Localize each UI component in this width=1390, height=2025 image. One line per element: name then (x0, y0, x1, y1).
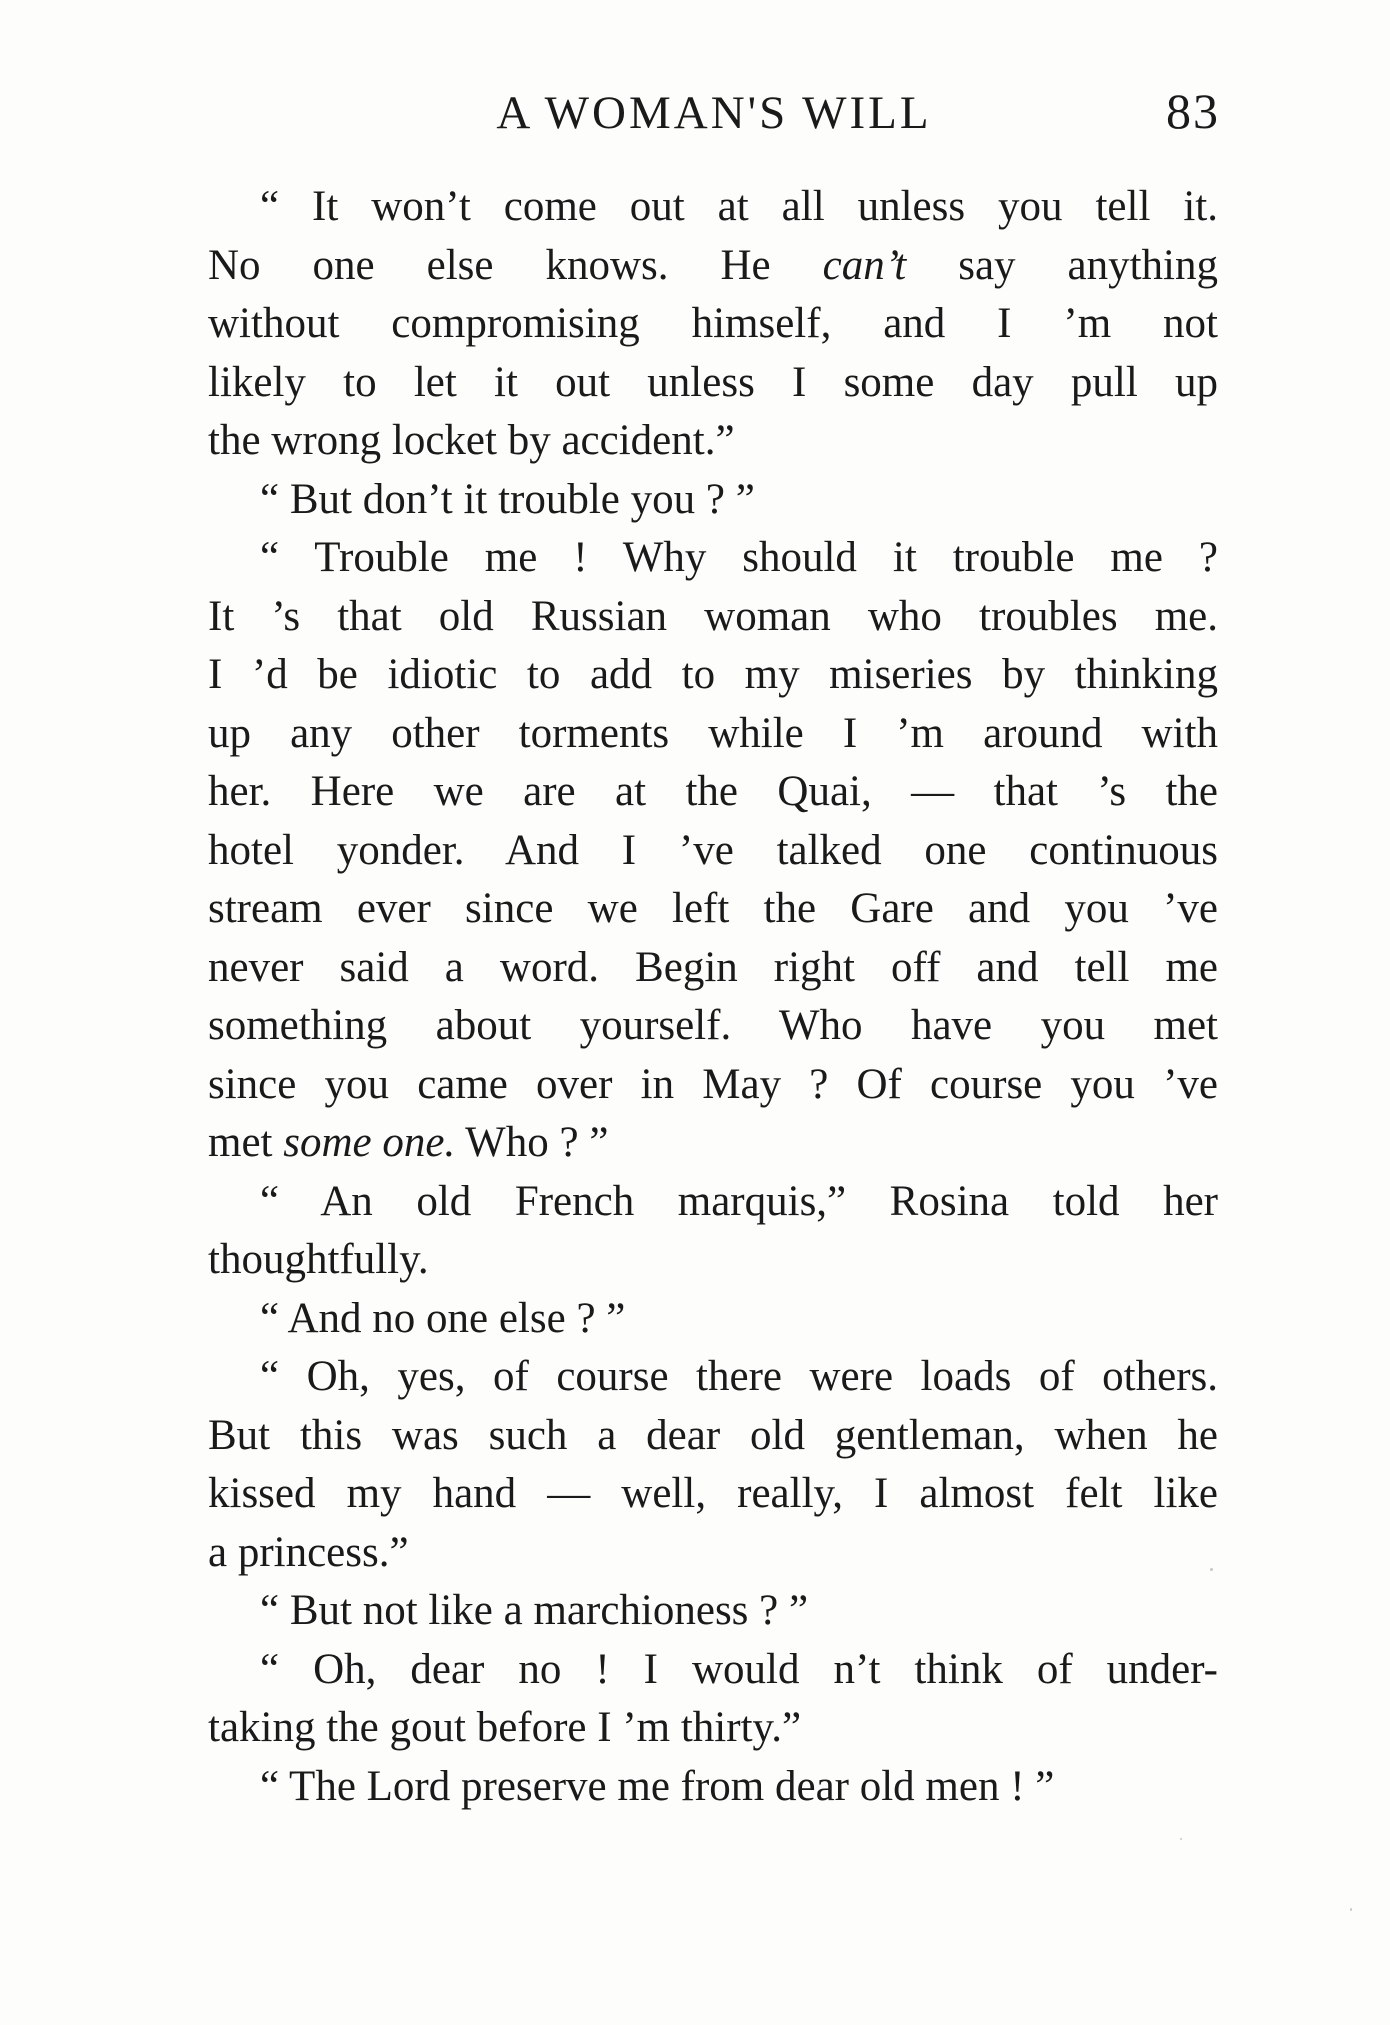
text-segment: “ But not like a marchioness ? ” (260, 1587, 809, 1634)
text-segment: “ It won’t come out at all unless you tell it. (260, 183, 1218, 230)
paper-speck (1210, 1568, 1213, 1571)
text-segment: up any other torments while I ’m around with (208, 709, 1218, 757)
text-line (208, 412, 1218, 471)
text-segment: a princess.” (208, 1528, 409, 1576)
text-line (208, 822, 1218, 881)
text-line (208, 880, 1218, 939)
italic-text: some one. (283, 1119, 456, 1166)
text-line (208, 1114, 1218, 1173)
text-line (208, 1641, 1218, 1700)
text-segment: never said a word. Begin right off and tell me (208, 943, 1218, 991)
text-segment: without compromising himself, and I ’m not (208, 300, 1218, 347)
text-segment: likely to let it out unless I some day pull up (208, 358, 1218, 406)
text-segment: thoughtfully. (208, 1236, 429, 1283)
paper-speck (1350, 1908, 1352, 1911)
text-segment: But this was such a dear old gentleman, when he (208, 1411, 1218, 1459)
text-segment: hotel yonder. And I ’ve talked one continuous (208, 826, 1218, 874)
page-number: 83 (1166, 83, 1220, 139)
text-line (208, 997, 1218, 1056)
text-line (208, 1582, 1218, 1641)
text-line (208, 939, 1218, 998)
paper-speck (1180, 1838, 1182, 1840)
text-segment: Who ? ” (455, 1119, 609, 1166)
running-title: A WOMAN'S WILL (496, 87, 932, 139)
text-line (208, 1758, 1218, 1817)
text-line (208, 178, 1218, 237)
text-line (208, 1699, 1218, 1758)
italic-text: can’t (822, 241, 907, 289)
text-segment: No one else knows. He (208, 241, 823, 289)
text-line (208, 1290, 1218, 1349)
text-line (208, 354, 1218, 413)
text-segment: her. Here we are at the Quai, — that ’s the (208, 768, 1218, 815)
text-line (208, 763, 1218, 822)
text-segment: stream ever since we left the Gare and you ’ve (208, 885, 1218, 932)
text-segment: met (208, 1119, 284, 1166)
text-line (208, 705, 1218, 764)
text-segment: “ An old French marquis,” Rosina told her (260, 1177, 1218, 1225)
text-line (208, 1524, 1218, 1583)
text-line (208, 1231, 1218, 1290)
text-segment: “ Oh, dear no ! I would n’t think of under- (260, 1645, 1218, 1693)
body-text (208, 178, 1218, 1816)
text-line (208, 471, 1218, 530)
text-segment: “ Oh, yes, of course there were loads of others. (260, 1353, 1218, 1400)
text-line (208, 1173, 1218, 1232)
text-segment: something about yourself. Who have you met (208, 1002, 1218, 1049)
text-segment: “ But don’t it trouble you ? ” (260, 475, 755, 523)
text-segment: “ And no one else ? ” (260, 1294, 626, 1342)
text-segment: I ’d be idiotic to add to my miseries by thinking (208, 651, 1218, 698)
text-line (208, 1348, 1218, 1407)
text-line (208, 1407, 1218, 1466)
text-segment: taking the gout before I ’m thirty.” (208, 1704, 802, 1751)
text-line (208, 1056, 1218, 1115)
text-segment: the wrong locket by accident.” (208, 417, 735, 464)
text-segment: since you came over in May ? Of course you ’ve (208, 1060, 1218, 1108)
text-segment: say anything (906, 241, 1218, 289)
text-line (208, 588, 1218, 647)
text-line (208, 529, 1218, 588)
text-line (208, 1465, 1218, 1524)
text-segment: “ Trouble me ! Why should it trouble me ? (260, 534, 1218, 581)
running-head (208, 82, 1220, 152)
text-segment: “ The Lord preserve me from dear old men ! ” (260, 1762, 1055, 1810)
text-segment: It ’s that old Russian woman who troubles me. (208, 592, 1218, 640)
text-segment: kissed my hand — well, really, I almost felt like (208, 1470, 1218, 1517)
text-line (208, 237, 1218, 296)
text-line (208, 295, 1218, 354)
text-line (208, 646, 1218, 705)
